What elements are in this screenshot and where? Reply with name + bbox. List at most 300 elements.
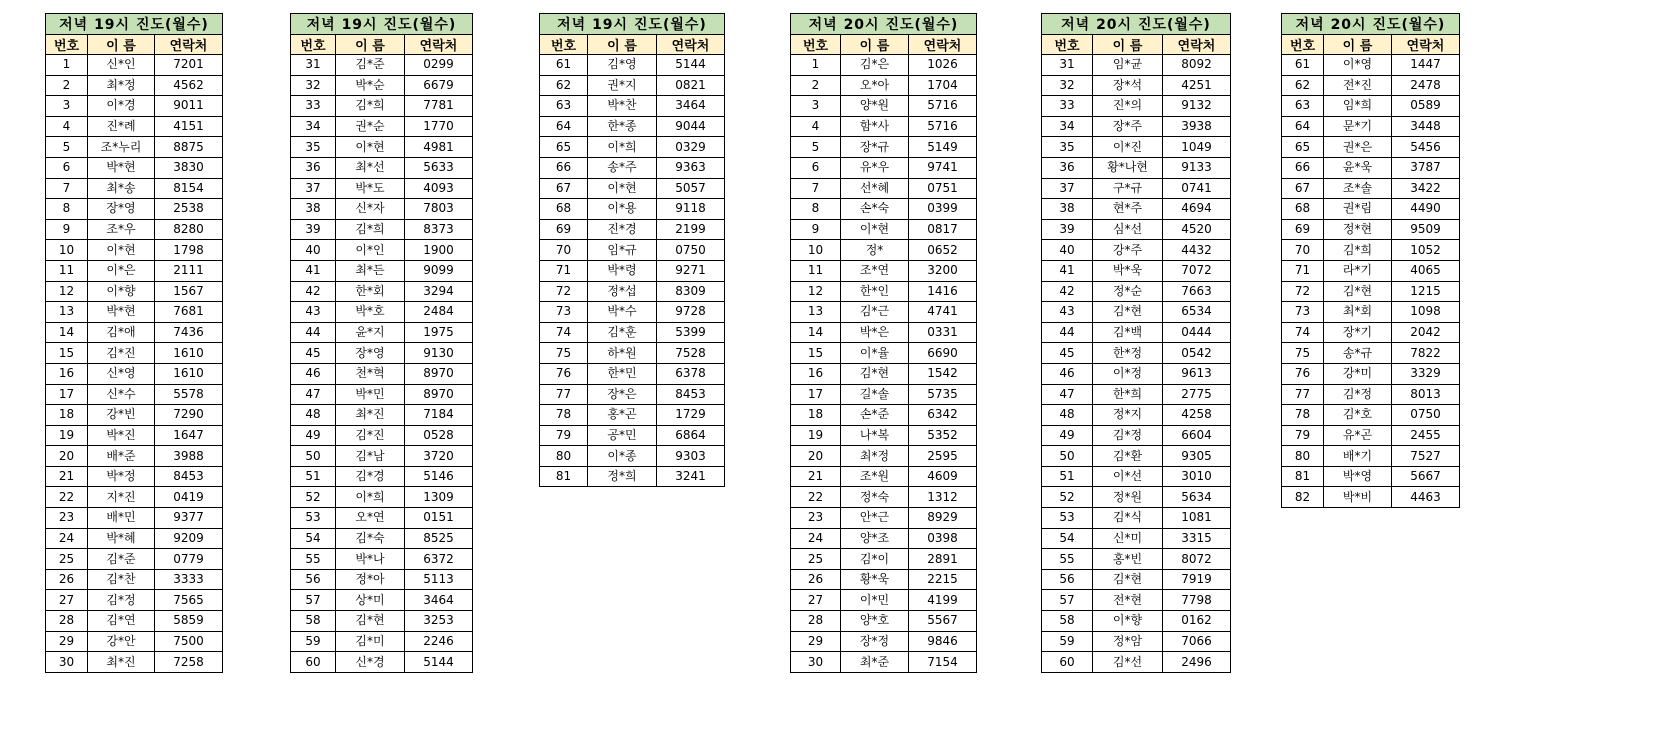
row-name-cell: 이*종 <box>588 446 657 467</box>
row-phone-cell: 1975 <box>405 322 473 343</box>
table-row <box>1282 260 1460 281</box>
row-phone-cell: 8525 <box>405 528 473 549</box>
table-row <box>46 466 223 487</box>
row-number-cell: 3 <box>46 96 88 117</box>
column-header-name: 이 름 <box>841 35 909 55</box>
roster-table-4 <box>790 13 977 673</box>
row-name-cell: 장*규 <box>841 137 909 158</box>
row-number-cell: 60 <box>1042 652 1093 673</box>
row-number-cell: 33 <box>1042 96 1093 117</box>
row-number-cell: 60 <box>291 652 336 673</box>
column-header-name: 이 름 <box>588 35 657 55</box>
table-row <box>291 240 473 261</box>
row-name-cell: 김*정 <box>1324 384 1392 405</box>
table-row <box>540 322 725 343</box>
row-number-cell: 17 <box>46 384 88 405</box>
row-number-cell: 43 <box>291 302 336 323</box>
row-phone-cell: 3329 <box>1392 363 1460 384</box>
table-title: 저녁 19시 진도(월수) <box>291 14 473 35</box>
row-phone-cell: 5567 <box>909 611 977 632</box>
row-number-cell: 73 <box>1282 302 1324 323</box>
row-phone-cell: 9613 <box>1163 363 1231 384</box>
row-phone-cell: 0444 <box>1163 322 1231 343</box>
row-name-cell: 라*기 <box>1324 260 1392 281</box>
row-phone-cell: 2538 <box>155 199 223 220</box>
row-name-cell: 권*지 <box>588 75 657 96</box>
row-name-cell: 최*진 <box>88 652 155 673</box>
row-phone-cell: 4463 <box>1392 487 1460 508</box>
table-row <box>540 405 725 426</box>
row-phone-cell: 7565 <box>155 590 223 611</box>
table-row <box>46 569 223 590</box>
row-name-cell: 안*근 <box>841 508 909 529</box>
row-phone-cell: 8280 <box>155 219 223 240</box>
table-row <box>791 302 977 323</box>
row-name-cell: 김*진 <box>336 425 405 446</box>
row-number-cell: 64 <box>1282 116 1324 137</box>
table-row <box>540 384 725 405</box>
row-name-cell: 최*진 <box>336 405 405 426</box>
row-phone-cell: 7154 <box>909 652 977 673</box>
row-phone-cell: 0652 <box>909 240 977 261</box>
row-number-cell: 75 <box>1282 343 1324 364</box>
row-number-cell: 2 <box>46 75 88 96</box>
table-row <box>46 116 223 137</box>
row-name-cell: 문*기 <box>1324 116 1392 137</box>
row-number-cell: 41 <box>1042 260 1093 281</box>
row-number-cell: 61 <box>540 55 588 76</box>
row-name-cell: 이*향 <box>1093 611 1163 632</box>
row-name-cell: 김*은 <box>841 55 909 76</box>
row-number-cell: 49 <box>291 425 336 446</box>
row-name-cell: 강*주 <box>1093 240 1163 261</box>
row-name-cell: 이*경 <box>88 96 155 117</box>
table-row <box>1282 322 1460 343</box>
table-row <box>46 96 223 117</box>
table-row <box>1282 157 1460 178</box>
row-phone-cell: 1215 <box>1392 281 1460 302</box>
column-header-name: 이 름 <box>88 35 155 55</box>
row-name-cell: 정*암 <box>1093 631 1163 652</box>
row-number-cell: 63 <box>540 96 588 117</box>
row-name-cell: 전*진 <box>1324 75 1392 96</box>
row-phone-cell: 7500 <box>155 631 223 652</box>
table-row <box>46 611 223 632</box>
table-row <box>540 281 725 302</box>
row-number-cell: 81 <box>540 466 588 487</box>
row-name-cell: 유*우 <box>841 157 909 178</box>
table-row <box>1042 343 1231 364</box>
row-phone-cell: 0151 <box>405 508 473 529</box>
row-number-cell: 64 <box>540 116 588 137</box>
row-phone-cell: 0398 <box>909 528 977 549</box>
table-row <box>1042 405 1231 426</box>
row-number-cell: 36 <box>291 157 336 178</box>
row-number-cell: 78 <box>1282 405 1324 426</box>
row-phone-cell: 3787 <box>1392 157 1460 178</box>
row-phone-cell: 0299 <box>405 55 473 76</box>
table-row <box>46 240 223 261</box>
row-phone-cell: 4151 <box>155 116 223 137</box>
row-number-cell: 79 <box>1282 425 1324 446</box>
row-phone-cell: 2484 <box>405 302 473 323</box>
row-number-cell: 38 <box>291 199 336 220</box>
row-phone-cell: 4251 <box>1163 75 1231 96</box>
row-name-cell: 김*진 <box>88 343 155 364</box>
column-header-phone: 연락처 <box>1163 35 1231 55</box>
row-number-cell: 31 <box>291 55 336 76</box>
row-phone-cell: 7527 <box>1392 446 1460 467</box>
row-number-cell: 6 <box>791 157 841 178</box>
table-row <box>291 55 473 76</box>
row-name-cell: 이*영 <box>1324 55 1392 76</box>
table-row <box>540 178 725 199</box>
row-number-cell: 68 <box>1282 199 1324 220</box>
table-row <box>46 302 223 323</box>
row-name-cell: 진*경 <box>588 219 657 240</box>
row-phone-cell: 2111 <box>155 260 223 281</box>
row-phone-cell: 9305 <box>1163 446 1231 467</box>
row-name-cell: 정*현 <box>1324 219 1392 240</box>
table-row <box>791 281 977 302</box>
row-phone-cell: 2042 <box>1392 322 1460 343</box>
row-phone-cell: 1647 <box>155 425 223 446</box>
row-name-cell: 김*이 <box>841 549 909 570</box>
row-number-cell: 51 <box>291 466 336 487</box>
row-name-cell: 박*찬 <box>588 96 657 117</box>
row-number-cell: 34 <box>1042 116 1093 137</box>
table-row <box>1282 446 1460 467</box>
row-number-cell: 65 <box>1282 137 1324 158</box>
row-name-cell: 이*희 <box>588 137 657 158</box>
row-phone-cell: 0419 <box>155 487 223 508</box>
row-phone-cell: 7798 <box>1163 590 1231 611</box>
table-row <box>791 96 977 117</box>
column-header-number: 번호 <box>540 35 588 55</box>
row-name-cell: 박*현 <box>88 302 155 323</box>
column-header-number: 번호 <box>46 35 88 55</box>
row-phone-cell: 7184 <box>405 405 473 426</box>
row-name-cell: 장*석 <box>1093 75 1163 96</box>
row-name-cell: 김*애 <box>88 322 155 343</box>
row-name-cell: 김*희 <box>1324 240 1392 261</box>
column-header-number: 번호 <box>1282 35 1324 55</box>
row-name-cell: 하*원 <box>588 343 657 364</box>
row-number-cell: 23 <box>791 508 841 529</box>
row-name-cell: 신*미 <box>1093 528 1163 549</box>
table-row <box>291 343 473 364</box>
row-phone-cell: 1309 <box>405 487 473 508</box>
table-row <box>291 405 473 426</box>
row-name-cell: 이*현 <box>588 178 657 199</box>
table-row <box>46 508 223 529</box>
table-row <box>1042 569 1231 590</box>
table-row <box>1042 116 1231 137</box>
row-number-cell: 8 <box>791 199 841 220</box>
table-row <box>291 302 473 323</box>
table-row <box>46 157 223 178</box>
table-row <box>540 55 725 76</box>
row-phone-cell: 8929 <box>909 508 977 529</box>
table-title: 저녁 20시 진도(월수) <box>791 14 977 35</box>
row-number-cell: 59 <box>1042 631 1093 652</box>
row-number-cell: 43 <box>1042 302 1093 323</box>
row-number-cell: 37 <box>291 178 336 199</box>
row-number-cell: 22 <box>791 487 841 508</box>
row-phone-cell: 2595 <box>909 446 977 467</box>
table-row <box>791 199 977 220</box>
row-name-cell: 심*선 <box>1093 219 1163 240</box>
row-name-cell: 윤*지 <box>336 322 405 343</box>
row-phone-cell: 8453 <box>657 384 725 405</box>
row-number-cell: 76 <box>1282 363 1324 384</box>
table-row <box>46 199 223 220</box>
table-row <box>540 116 725 137</box>
row-phone-cell: 1900 <box>405 240 473 261</box>
row-phone-cell: 3241 <box>657 466 725 487</box>
row-number-cell: 4 <box>791 116 841 137</box>
table-row <box>291 178 473 199</box>
row-phone-cell: 0331 <box>909 322 977 343</box>
table-row <box>1042 260 1231 281</box>
table-row <box>1282 281 1460 302</box>
row-number-cell: 4 <box>46 116 88 137</box>
table-row <box>540 260 725 281</box>
row-name-cell: 박*정 <box>88 466 155 487</box>
row-phone-cell: 7781 <box>405 96 473 117</box>
row-name-cell: 김*정 <box>88 590 155 611</box>
table-row <box>1282 55 1460 76</box>
row-phone-cell: 2199 <box>657 219 725 240</box>
row-number-cell: 25 <box>791 549 841 570</box>
table-row <box>1042 219 1231 240</box>
table-row <box>1282 96 1460 117</box>
row-phone-cell: 3464 <box>405 590 473 611</box>
row-phone-cell: 3200 <box>909 260 977 281</box>
table-row <box>791 240 977 261</box>
row-number-cell: 55 <box>291 549 336 570</box>
row-phone-cell: 1704 <box>909 75 977 96</box>
column-header-phone: 연락처 <box>405 35 473 55</box>
column-header-number: 번호 <box>291 35 336 55</box>
row-phone-cell: 9728 <box>657 302 725 323</box>
row-number-cell: 17 <box>791 384 841 405</box>
row-phone-cell: 0399 <box>909 199 977 220</box>
row-name-cell: 조*연 <box>841 260 909 281</box>
row-name-cell: 임*규 <box>588 240 657 261</box>
row-name-cell: 양*호 <box>841 611 909 632</box>
row-name-cell: 조*솔 <box>1324 178 1392 199</box>
table-row <box>791 137 977 158</box>
table-row <box>791 55 977 76</box>
table-row <box>1042 590 1231 611</box>
row-number-cell: 71 <box>1282 260 1324 281</box>
row-number-cell: 76 <box>540 363 588 384</box>
row-name-cell: 박*도 <box>336 178 405 199</box>
table-row <box>1282 75 1460 96</box>
row-phone-cell: 7919 <box>1163 569 1231 590</box>
table-row <box>1282 466 1460 487</box>
row-phone-cell: 4741 <box>909 302 977 323</box>
row-name-cell: 최*든 <box>336 260 405 281</box>
row-phone-cell: 5144 <box>405 652 473 673</box>
row-phone-cell: 5716 <box>909 96 977 117</box>
table-row <box>791 508 977 529</box>
row-phone-cell: 2496 <box>1163 652 1231 673</box>
row-number-cell: 24 <box>791 528 841 549</box>
row-phone-cell: 6690 <box>909 343 977 364</box>
table-row <box>1282 487 1460 508</box>
row-number-cell: 7 <box>791 178 841 199</box>
row-number-cell: 34 <box>291 116 336 137</box>
row-phone-cell: 9118 <box>657 199 725 220</box>
row-name-cell: 이*민 <box>841 590 909 611</box>
row-phone-cell: 3464 <box>657 96 725 117</box>
roster-table-3 <box>539 13 725 487</box>
row-number-cell: 5 <box>46 137 88 158</box>
row-phone-cell: 3720 <box>405 446 473 467</box>
row-phone-cell: 1312 <box>909 487 977 508</box>
row-phone-cell: 4258 <box>1163 405 1231 426</box>
table-row <box>46 219 223 240</box>
row-phone-cell: 2455 <box>1392 425 1460 446</box>
row-phone-cell: 0821 <box>657 75 725 96</box>
row-phone-cell: 5667 <box>1392 466 1460 487</box>
row-phone-cell: 9130 <box>405 343 473 364</box>
row-name-cell: 한*희 <box>1093 384 1163 405</box>
row-number-cell: 38 <box>1042 199 1093 220</box>
row-name-cell: 이*진 <box>1093 137 1163 158</box>
table-row <box>1042 75 1231 96</box>
row-number-cell: 42 <box>291 281 336 302</box>
row-phone-cell: 3253 <box>405 611 473 632</box>
row-number-cell: 57 <box>1042 590 1093 611</box>
row-phone-cell: 5146 <box>405 466 473 487</box>
row-number-cell: 54 <box>291 528 336 549</box>
row-number-cell: 73 <box>540 302 588 323</box>
table-row <box>540 96 725 117</box>
row-number-cell: 65 <box>540 137 588 158</box>
row-number-cell: 54 <box>1042 528 1093 549</box>
row-name-cell: 양*원 <box>841 96 909 117</box>
table-row <box>1042 425 1231 446</box>
row-name-cell: 박*현 <box>88 157 155 178</box>
row-name-cell: 홍*빈 <box>1093 549 1163 570</box>
table-row <box>291 96 473 117</box>
row-name-cell: 김*선 <box>1093 652 1163 673</box>
row-phone-cell: 6372 <box>405 549 473 570</box>
table-row <box>291 631 473 652</box>
row-name-cell: 김*식 <box>1093 508 1163 529</box>
row-number-cell: 9 <box>791 219 841 240</box>
row-number-cell: 72 <box>1282 281 1324 302</box>
row-name-cell: 강*미 <box>1324 363 1392 384</box>
table-row <box>791 363 977 384</box>
table-row <box>1042 631 1231 652</box>
row-name-cell: 정*숙 <box>841 487 909 508</box>
row-number-cell: 47 <box>291 384 336 405</box>
table-row <box>791 466 977 487</box>
row-phone-cell: 4609 <box>909 466 977 487</box>
row-number-cell: 16 <box>46 363 88 384</box>
table-row <box>1282 302 1460 323</box>
row-number-cell: 33 <box>291 96 336 117</box>
row-phone-cell: 4694 <box>1163 199 1231 220</box>
row-name-cell: 김*연 <box>88 611 155 632</box>
row-phone-cell: 4093 <box>405 178 473 199</box>
table-row <box>791 611 977 632</box>
row-phone-cell: 3830 <box>155 157 223 178</box>
roster-table-5 <box>1041 13 1231 673</box>
table-row <box>1282 363 1460 384</box>
row-number-cell: 50 <box>291 446 336 467</box>
row-number-cell: 80 <box>1282 446 1324 467</box>
row-number-cell: 13 <box>46 302 88 323</box>
row-number-cell: 67 <box>1282 178 1324 199</box>
row-phone-cell: 4432 <box>1163 240 1231 261</box>
row-name-cell: 신*인 <box>88 55 155 76</box>
table-row <box>1282 178 1460 199</box>
row-phone-cell: 7066 <box>1163 631 1231 652</box>
table-row <box>791 384 977 405</box>
row-name-cell: 정* <box>841 240 909 261</box>
table-row <box>791 322 977 343</box>
table-row <box>791 75 977 96</box>
row-phone-cell: 9209 <box>155 528 223 549</box>
row-name-cell: 오*아 <box>841 75 909 96</box>
row-name-cell: 김*찬 <box>88 569 155 590</box>
row-phone-cell: 8309 <box>657 281 725 302</box>
table-row <box>1282 199 1460 220</box>
row-name-cell: 권*림 <box>1324 199 1392 220</box>
row-name-cell: 송*규 <box>1324 343 1392 364</box>
row-phone-cell: 4981 <box>405 137 473 158</box>
row-name-cell: 최*정 <box>88 75 155 96</box>
row-number-cell: 58 <box>291 611 336 632</box>
row-phone-cell: 4065 <box>1392 260 1460 281</box>
row-number-cell: 37 <box>1042 178 1093 199</box>
row-number-cell: 7 <box>46 178 88 199</box>
row-number-cell: 28 <box>791 611 841 632</box>
row-phone-cell: 1567 <box>155 281 223 302</box>
row-phone-cell: 7436 <box>155 322 223 343</box>
row-name-cell: 김*경 <box>336 466 405 487</box>
row-name-cell: 장*주 <box>1093 116 1163 137</box>
table-row <box>291 75 473 96</box>
row-name-cell: 한*민 <box>588 363 657 384</box>
row-phone-cell: 5399 <box>657 322 725 343</box>
table-row <box>1042 446 1231 467</box>
column-header-name: 이 름 <box>336 35 405 55</box>
row-number-cell: 58 <box>1042 611 1093 632</box>
row-phone-cell: 5716 <box>909 116 977 137</box>
row-number-cell: 18 <box>46 405 88 426</box>
row-name-cell: 조*누리 <box>88 137 155 158</box>
row-phone-cell: 0751 <box>909 178 977 199</box>
row-number-cell: 18 <box>791 405 841 426</box>
table-row <box>1042 137 1231 158</box>
row-number-cell: 48 <box>291 405 336 426</box>
table-row <box>1042 240 1231 261</box>
row-phone-cell: 6604 <box>1163 425 1231 446</box>
row-name-cell: 이*인 <box>336 240 405 261</box>
column-header-phone: 연락처 <box>909 35 977 55</box>
row-name-cell: 김*남 <box>336 446 405 467</box>
row-number-cell: 27 <box>791 590 841 611</box>
table-row <box>46 528 223 549</box>
row-number-cell: 62 <box>1282 75 1324 96</box>
row-number-cell: 45 <box>1042 343 1093 364</box>
